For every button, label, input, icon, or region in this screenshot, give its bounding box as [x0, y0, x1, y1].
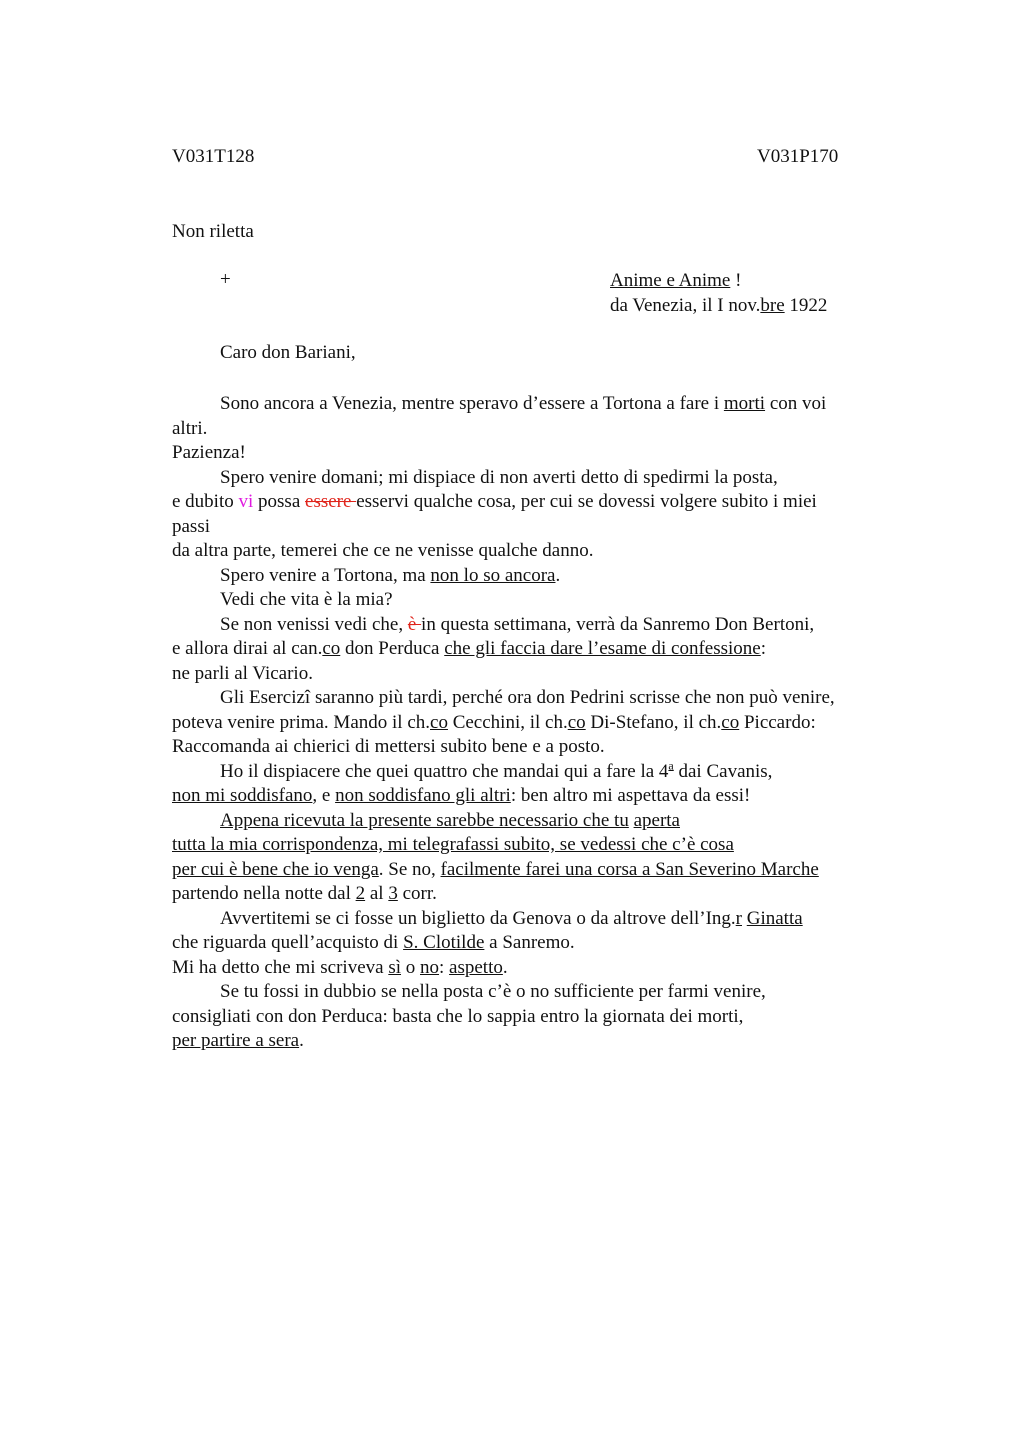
body-line: altri. — [172, 417, 208, 439]
body-line: Spero venire domani; mi dispiace di non averti detto di spedirmi la posta, — [220, 466, 778, 488]
document-id-left: V031T128 — [172, 146, 255, 167]
body-line: Se non venissi vedi che, è in questa settimana, verrà da Sanremo Don Bertoni, — [220, 613, 815, 635]
body-line: Appena ricevuta la presente sarebbe necessario che tu aperta — [220, 809, 680, 831]
body-line: e dubito vi possa essere esservi qualche cosa, per cui se dovessi volgere subito i miei — [172, 491, 817, 512]
body-line: da altra parte, temerei che ce ne venisse qualche danno. — [172, 540, 594, 561]
body-line: Ho il dispiacere che quei quattro che mandai qui a fare la 4$^a$ dai Cavanis, — [220, 758, 773, 782]
inserted-word: vi — [238, 491, 254, 512]
body-line: Pazienza! — [172, 442, 246, 463]
body-line: consigliati con don Perduca: basta che lo sappia entro la giornata dei morti, — [172, 1005, 744, 1027]
body-line: per partire a sera. — [172, 1030, 304, 1051]
body-line: non mi soddisfano, e non soddisfano gli altri: ben altro mi aspettava da essi! — [172, 785, 751, 806]
deleted-word: è — [407, 613, 422, 635]
body-line: poteva venire prima. Mando il ch.co Cecchini, il ch.co Di-Stefano, il ch.co Piccardo: — [172, 711, 816, 733]
document-id-right: V031P170 — [757, 146, 839, 167]
body-line: Mi ha detto che mi scriveva sì o no: aspetto. — [172, 956, 508, 978]
review-status: Non riletta — [172, 221, 254, 242]
letter-body — [172, 392, 932, 1054]
body-line: Se tu fossi in dubbio se nella posta c’è o no sufficiente per farmi venire, — [220, 981, 766, 1002]
letter-date: da Venezia, il I nov.bre 1922 — [610, 294, 828, 316]
heading-title: Anime e Anime — [610, 270, 731, 291]
deleted-word: essere — [305, 491, 357, 512]
cross-mark: + — [220, 269, 231, 290]
body-line: Vedi che vita è la mia? — [220, 589, 393, 610]
body-line: tutta la mia corrispondenza, mi telegrafassi subito, se vedessi che c’è cosa — [172, 834, 734, 855]
body-line: per cui è bene che io venga. Se no, facilmente farei una corsa a San Severino Marche — [172, 858, 819, 880]
body-line: Avvertitemi se ci fosse un biglietto da Genova o da altrove dell’Ing.r Ginatta — [220, 907, 803, 929]
salutation: Caro don Bariani, — [220, 342, 356, 363]
body-line: che riguarda quell’acquisto di S. Clotilde a Sanremo. — [172, 932, 575, 953]
letter-heading — [610, 269, 827, 318]
body-line: passi — [172, 515, 210, 537]
body-line: Spero venire a Tortona, ma non lo so ancora. — [220, 564, 561, 586]
body-line: Raccomanda ai chierici di mettersi subito bene e a posto. — [172, 736, 605, 757]
body-line: Gli Esercizi saranno più tardi, perché ora don Pedrini scrisse che non può venire, — [220, 687, 835, 708]
body-line: e allora dirai al can.co don Perduca che gli faccia dare l’esame di confessione: — [172, 638, 767, 659]
body-line: partendo nella notte dal 2 al 3 corr. — [172, 883, 437, 904]
body-line: Sono ancora a Venezia, mentre speravo d’essere a Tortona a fare i morti con voi — [220, 393, 827, 414]
heading-title-end: ! — [730, 270, 742, 291]
body-line: ne parli al Vicario. — [172, 662, 313, 684]
